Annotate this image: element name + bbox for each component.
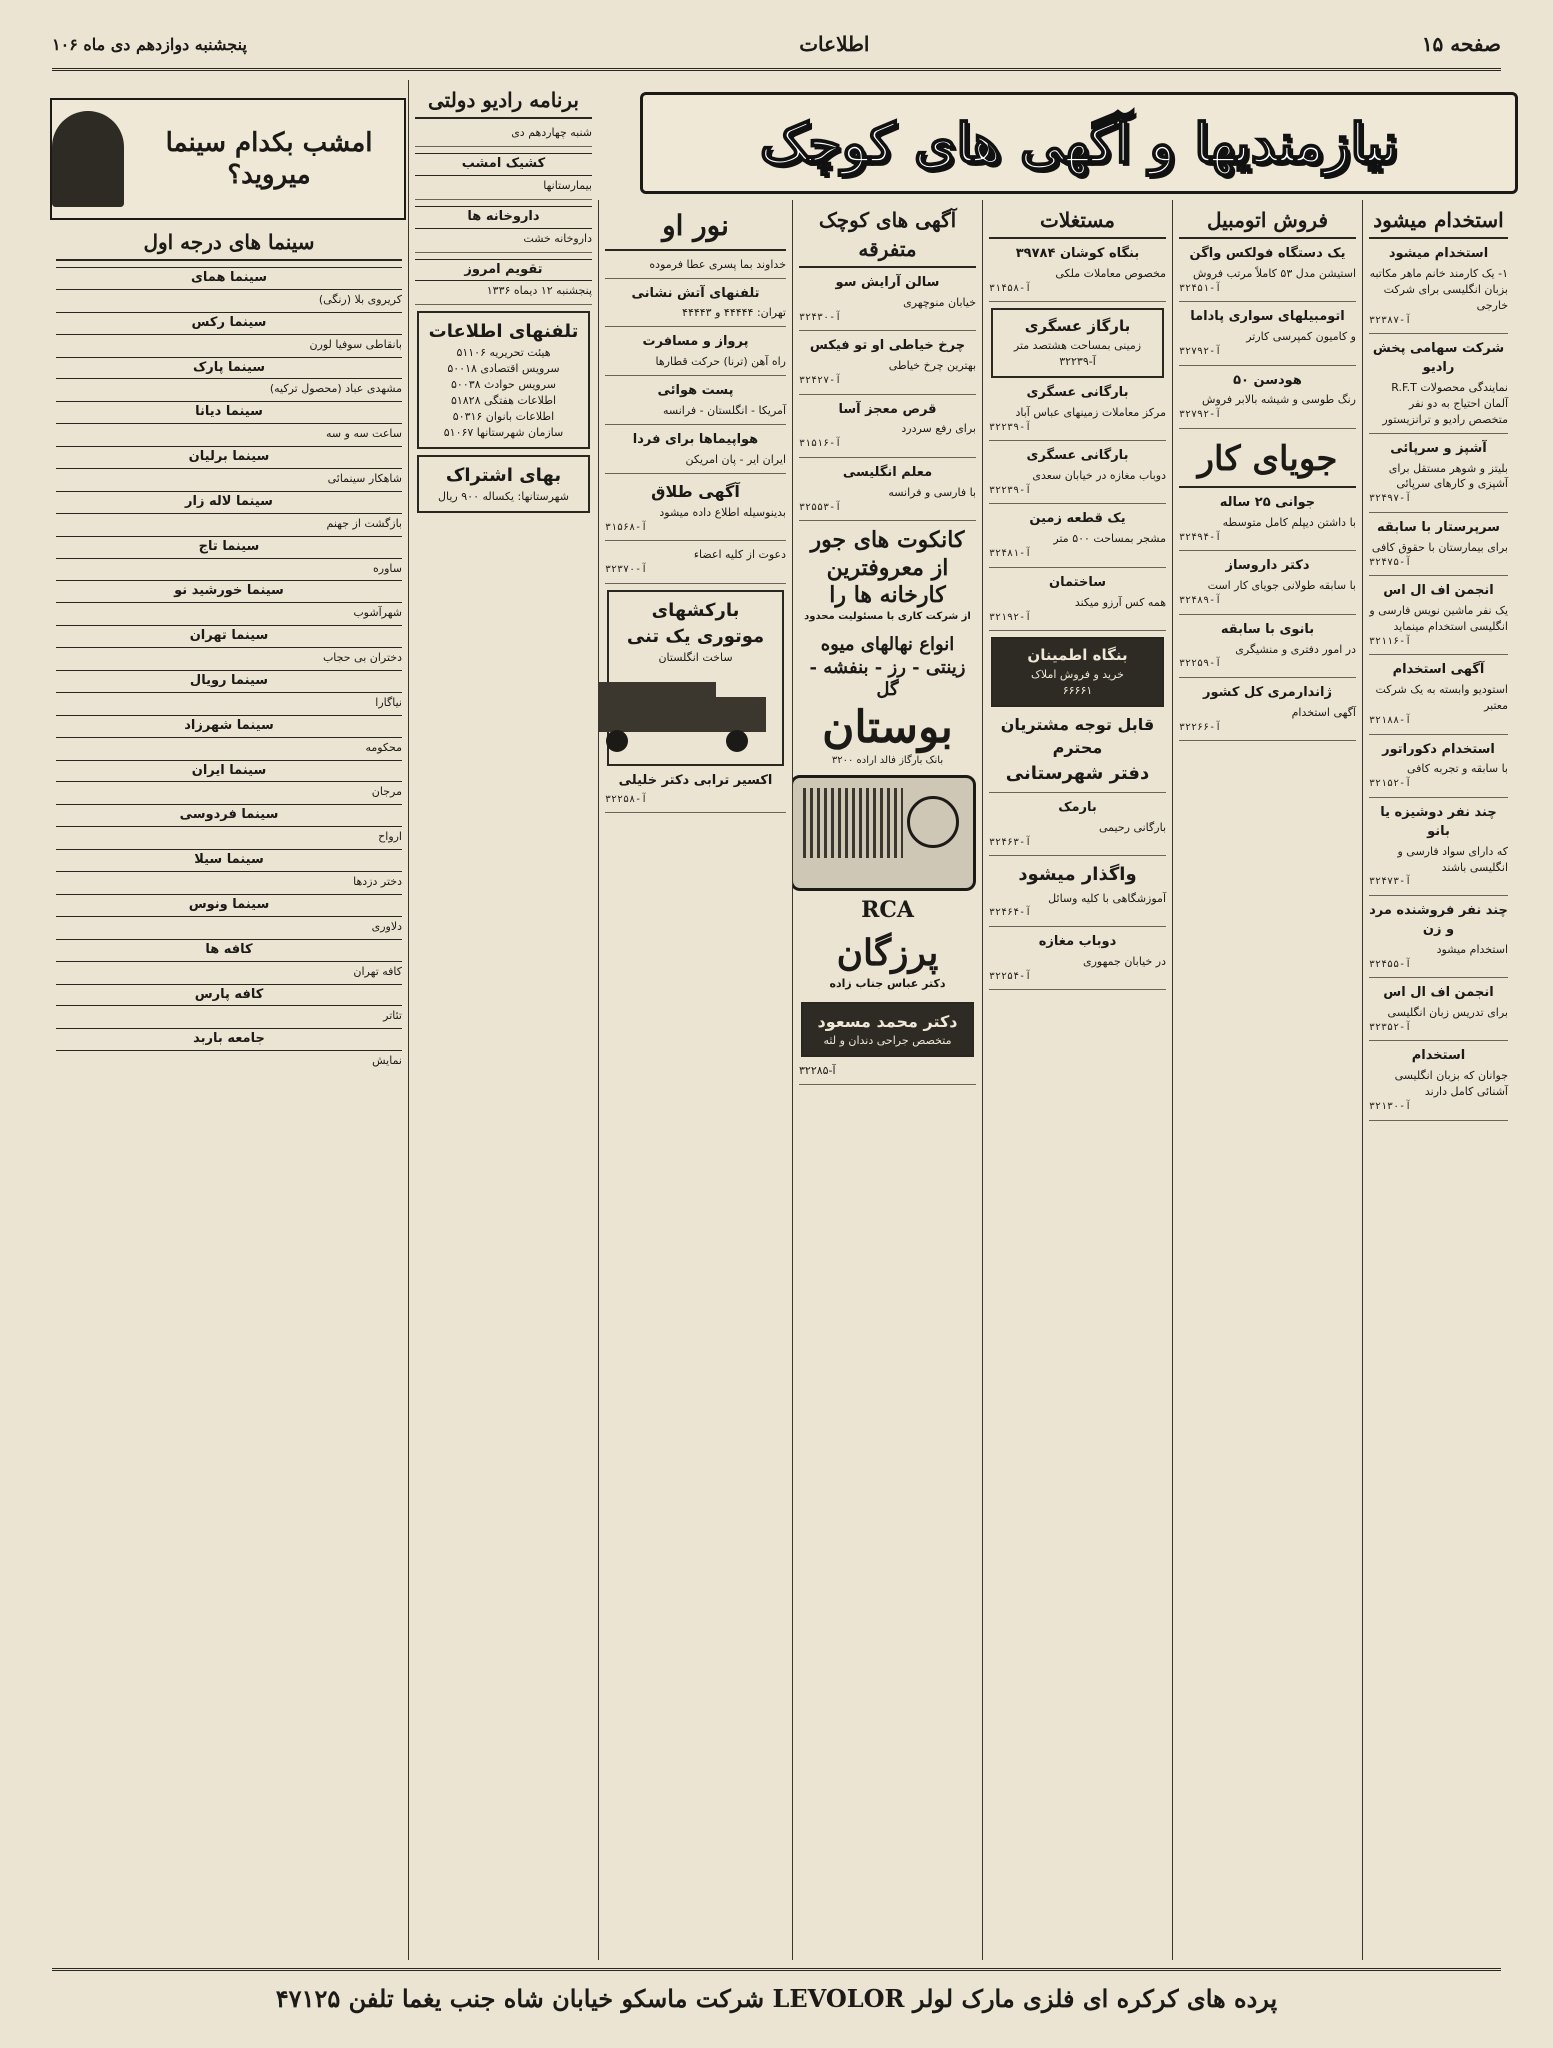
cinema-listing: دختر دزدها bbox=[353, 875, 402, 888]
column-employment bbox=[1362, 200, 1514, 1960]
cinema-listing: کریروی بلا (رنگی) bbox=[318, 292, 402, 306]
issue-date: پنجشنبه دوازدهم دی ماه ۱۰۶ bbox=[52, 34, 247, 54]
column-property bbox=[982, 200, 1172, 1960]
nursery-name: بوستان bbox=[822, 701, 953, 753]
couple-illustration bbox=[52, 111, 124, 207]
cinema-name: سینما ونوس bbox=[56, 894, 402, 917]
ad: قابل توجه مشتریان محترم دفتر شهرستانی bbox=[989, 713, 1166, 793]
section-head-cinemas: سینما های درجه اول bbox=[56, 228, 402, 261]
ad: واگذار میشود آموزشگاهی با کلیه وسائل آ-۳۲۴۶۴ bbox=[989, 862, 1166, 927]
running-header bbox=[52, 20, 1501, 71]
ad-box-dark: بنگاه اطمینان خرید و فروش املاک ۶۶۶۶۱ bbox=[991, 637, 1164, 707]
truck-ad-sub: ساخت انگلستان bbox=[658, 650, 733, 664]
ad: بنگاه کوشان ۳۹۷۸۴ مخصوص معاملات ملکی آ-۳۱۴۵۸ bbox=[989, 245, 1166, 302]
ad: جوانی ۲۵ ساله با داشتن دیپلم کامل متوسطه آ-۳۲۴۹۴ bbox=[1179, 494, 1356, 551]
cinema-name: سینما خورشید نو bbox=[56, 580, 402, 603]
cinema-listing: کافه تهران bbox=[353, 964, 402, 978]
ad: دعوت از کلیه اعضاء آ-۳۲۳۷۰ bbox=[605, 547, 786, 583]
cinema-name: سینما شهرزاد bbox=[56, 715, 402, 738]
phones-box bbox=[417, 311, 590, 449]
cinema-name: سینما رویال bbox=[56, 670, 402, 693]
section-on-duty: کشیک امشب bbox=[415, 153, 592, 176]
cinema-name: سینما تهران bbox=[56, 625, 402, 648]
radio-grill bbox=[803, 788, 903, 858]
radio-brand: RCA bbox=[861, 896, 914, 923]
phones-title: تلفنهای اطلاعات bbox=[428, 321, 579, 343]
cinema-listing: مرجان bbox=[371, 785, 402, 799]
phone-line: سرویس حوادث ۵۰۰۳۸ bbox=[450, 378, 557, 392]
ad: چند نفر دوشیزه یا بانو که دارای سواد فارسی و انگلیسی باشند آ-۳۲۴۷۳ bbox=[1369, 804, 1508, 896]
ad: قرص معجز آسا برای رفع سردرد آ-۳۱۵۱۶ bbox=[799, 401, 976, 458]
section-head-misc: آگهی های کوچک متفرقه bbox=[799, 206, 976, 268]
ad: ساختمان همه کس آرزو میکند آ-۳۲۱۹۲ bbox=[989, 574, 1166, 631]
doctor-name: دکتر محمد مسعود bbox=[817, 1011, 958, 1031]
column-misc bbox=[792, 200, 982, 1960]
bottom-banner-text: پرده های کرکره ای فلزی مارک لولر LEVOLOR شرکت ماسکو خیابان شاه جنب یغما تلفن ۴۷۱۲۵ bbox=[275, 1983, 1278, 2013]
truck-ad-title: بارکشهای موتوری یک تنی bbox=[626, 599, 765, 647]
ad: استخدام جوانان که بزبان انگلیسی آشنائی کامل دارند آ-۳۲۱۳۰ bbox=[1369, 1047, 1508, 1120]
cinema-name: سینما رکس bbox=[56, 312, 402, 335]
cinema-listing: دلاوری bbox=[371, 919, 402, 933]
ad: چرخ خیاطی او تو فیکس بهترین چرخ خیاطی آ-۳۲۴۲۷ bbox=[799, 337, 976, 394]
cinema-name: سینما تاج bbox=[56, 536, 402, 559]
column-radio bbox=[408, 80, 598, 1960]
section-head-property: مستغلات bbox=[989, 206, 1166, 239]
parzegan-title: پرزگان bbox=[836, 932, 939, 975]
page-number: صفحه ۱۵ bbox=[1421, 32, 1501, 56]
cinema-name: سینما دیانا bbox=[56, 401, 402, 424]
cinema-name: سینما فردوسی bbox=[56, 804, 402, 827]
column-cinemas bbox=[50, 222, 408, 1960]
ad: استخدام دکوراتور با سابقه و تجربه کافی آ-۳۲۱۵۲ bbox=[1369, 741, 1508, 798]
ad: بارگانی عسگری مرکز معاملات زمینهای عباس آباد آ-۳۲۲۳۹ bbox=[989, 384, 1166, 441]
ad: آشپز و سرپائی بلیتز و شوهر مستقل برای آشپزی و کارهای سرپائی آ-۳۲۴۹۷ bbox=[1369, 440, 1508, 513]
cinema-name: سینما پارک bbox=[56, 357, 402, 380]
ad: هواپیماها برای فردا ایران ایر - پان امریکن bbox=[605, 431, 786, 474]
cinema-name: سینما همای bbox=[56, 267, 402, 290]
classifieds-banner bbox=[640, 92, 1518, 194]
section-head-radio: برنامه رادیو دولتی bbox=[415, 86, 592, 119]
phone-line: اطلاعات هفتگی ۵۱۸۲۸ bbox=[450, 394, 557, 408]
cinema-listing: نمایش bbox=[372, 1054, 402, 1068]
truck-ad bbox=[607, 590, 784, 766]
cinema-name: کافه پارس bbox=[56, 984, 402, 1007]
cinema-name: جامعه باربد bbox=[56, 1028, 402, 1051]
ad: یک دستگاه فولکس واگن استیشن مدل ۵۳ کاملاً مرتب فروش آ-۳۲۴۵۱ bbox=[1179, 245, 1356, 302]
truck-illustration bbox=[598, 672, 776, 752]
cinema-listing: ساعت سه و سه bbox=[326, 427, 402, 441]
ad: پنجشنبه ۱۲ دیماه ۱۳۳۶ bbox=[415, 283, 592, 305]
cinema-promo-title: امشب بکدام سینما میروید؟ bbox=[165, 127, 373, 190]
cinema-listing: بازگشت از جهنم bbox=[326, 516, 402, 530]
ad: انجمن اف ال اس یک نفر ماشین نویس فارسی و انگلیسی استخدام مینماید آ-۳۲۱۱۶ bbox=[1369, 582, 1508, 655]
cinema-listing: بانقاطی سوفیا لورن bbox=[309, 337, 402, 351]
ad: پست هوائی آمریکا - انگلستان - فرانسه bbox=[605, 382, 786, 425]
ad: دکتر داروساز با سابقه طولانی جویای کار است آ-۳۲۴۸۹ bbox=[1179, 557, 1356, 614]
section-head-seeking-work: جویای کار bbox=[1179, 435, 1356, 488]
final-tel: آ-۳۲۲۸۵ bbox=[799, 1063, 976, 1085]
big-ad-title: کانکوت های جور از معروفترین کارخانه ها را bbox=[810, 527, 965, 609]
ad: شنبه چهاردهم دی bbox=[415, 125, 592, 147]
doctor-box bbox=[801, 1002, 974, 1057]
doctor-specialty: متخصص جراحی دندان و لثه bbox=[823, 1033, 952, 1047]
cinema-listing: شهرآشوب bbox=[353, 606, 402, 620]
ad: هودسن ۵۰ رنگ طوسی و شیشه بالابر فروش آ-۳۲۷۹۲ bbox=[1179, 372, 1356, 429]
cinema-name: سینما ایران bbox=[56, 760, 402, 783]
cinema-listing: محکومه bbox=[365, 740, 402, 754]
cinema-listing: دختران بی حجاب bbox=[322, 651, 402, 665]
cinema-name: سینما سیلا bbox=[56, 849, 402, 872]
ad: معلم انگلیسی با فارسی و فرانسه آ-۳۲۵۵۳ bbox=[799, 464, 976, 521]
ad: اکسیر ترابی دکتر خلیلی آ-۳۲۲۵۸ bbox=[605, 772, 786, 813]
ad: آگهی استخدام استودیو وابسته به یک شرکت معتبر آ-۳۲۱۸۸ bbox=[1369, 661, 1508, 734]
ad: دوباب مغازه در خیابان جمهوری آ-۳۲۲۵۴ bbox=[989, 933, 1166, 990]
section-head-nour: نور او bbox=[605, 206, 786, 251]
cinema-name: سینما لاله زار bbox=[56, 491, 402, 514]
bank-ad: بانک بارگاز فالد اراده ۳۲۰۰ bbox=[831, 755, 944, 767]
radio-illustration bbox=[792, 775, 976, 891]
cinema-name: سینما برلیان bbox=[56, 446, 402, 469]
ad: یک قطعه زمین مشجر بمساحت ۵۰۰ متر آ-۳۲۴۸۱ bbox=[989, 510, 1166, 567]
ad: بانوی با سابقه در امور دفتری و منشیگری آ-۳۲۲۵۹ bbox=[1179, 621, 1356, 678]
cinema-listing: مشهدی عباد (محصول ترکیه) bbox=[269, 382, 402, 396]
cinema-promo-box bbox=[50, 98, 406, 220]
ad: پرواز و مسافرت راه آهن (ترنا) حرکت قطارها bbox=[605, 333, 786, 376]
banner-title: نیازمندیها و آگهی های کوچک bbox=[759, 111, 1399, 175]
bottom-banner-ad bbox=[52, 1968, 1501, 2025]
parzegan-doctor: دکتر عباس جناب زاده bbox=[829, 976, 946, 990]
ad: انجمن اف ال اس برای تدریس زبان انگلیسی آ-۳۲۳۵۲ bbox=[1369, 984, 1508, 1041]
ad: سرپرستار با سابقه برای بیمارستان با حقوق کافی آ-۳۲۴۷۵ bbox=[1369, 519, 1508, 576]
phone-line: اطلاعات بانوان ۵۰۳۱۶ bbox=[452, 410, 555, 424]
ad: تلفنهای آتش نشانی تهران: ۴۴۴۴۴ و ۴۴۴۴۳ bbox=[605, 285, 786, 328]
section-head-cars: فروش اتومبیل bbox=[1179, 206, 1356, 239]
ad: سالن آرایش سو خیابان منوچهری آ-۳۲۴۳۰ bbox=[799, 274, 976, 331]
section-calendar: تقویم امروز bbox=[415, 259, 592, 282]
cinema-listing: ساوره bbox=[373, 561, 402, 575]
cinema-name: کافه ها bbox=[56, 939, 402, 962]
subscription-rate: شهرستانها: یکساله ۹۰۰ ریال bbox=[438, 490, 569, 504]
nursery-ad-title: انواع نهالهای میوه زینتی - رز - بنفشه - گل bbox=[809, 634, 966, 701]
ad: بارگانی عسگری دوباب مغازه در خیابان سعدی آ-۳۲۲۳۹ bbox=[989, 447, 1166, 504]
phone-line: سرویس اقتصادی ۵۰۰۱۸ bbox=[447, 362, 560, 376]
ad: ژاندارمری کل کشور آگهی استخدام آ-۳۲۲۶۶ bbox=[1179, 684, 1356, 741]
column-travel bbox=[598, 200, 792, 1960]
ad: شرکت سهامی پخش رادیو نمایندگی محصولات R.F.T آلمان احتیاج به دو نفر متخصص رادیو و ترانزیستور bbox=[1369, 340, 1508, 434]
cinema-listing: شاهکار سینمائی bbox=[327, 471, 402, 485]
cinema-listing: تئاتر bbox=[383, 1009, 402, 1023]
section-pharmacies: داروخانه ها bbox=[415, 206, 592, 229]
subscription-box bbox=[417, 455, 590, 513]
ad: اتومبیلهای سواری پاداما و کامیون کمپرسی کارتر آ-۳۲۷۹۲ bbox=[1179, 308, 1356, 365]
cinema-listing: نیاگارا bbox=[375, 695, 402, 709]
big-ad-sub: از شرکت کاری با مسئولیت محدود bbox=[804, 610, 971, 622]
ad: بیمارستانها bbox=[415, 178, 592, 200]
ad: داروخانه خشت bbox=[415, 231, 592, 253]
ad: بارمک بارگانی رحیمی آ-۳۲۴۶۳ bbox=[989, 799, 1166, 856]
ad: چند نفر فروشنده مرد و زن استخدام میشود آ-۳۲۴۵۵ bbox=[1369, 902, 1508, 978]
subscription-title: بهای اشتراک bbox=[445, 465, 562, 486]
phone-line: سازمان شهرستانها ۵۱۰۶۷ bbox=[443, 426, 564, 440]
phone-line: هیئت تحریریه ۵۱۱۰۶ bbox=[456, 346, 551, 360]
ad: خداوند بما پسری عطا فرموده bbox=[605, 257, 786, 279]
cinema-listing: ارواح bbox=[378, 830, 402, 844]
employment-ads bbox=[1369, 245, 1508, 1121]
ad-box: بارگاز عسگری زمینی بمساحت هشتصد متر آ-۳۲۲۳۹ bbox=[991, 308, 1164, 378]
radio-dial bbox=[907, 796, 959, 848]
section-head-employment: استخدام میشود bbox=[1369, 206, 1508, 239]
ad: استخدام میشود ۱- یک کارمند خانم ماهر مکاتبه بزبان انگلیسی برای شرکت خارجی آ-۳۲۳۸۷ bbox=[1369, 245, 1508, 334]
paper-name: اطلاعات bbox=[799, 32, 870, 56]
column-cars bbox=[1172, 200, 1362, 1960]
ad: آگهی طلاق بدینوسیله اطلاع داده میشود آ-۳۱۵۶۸ bbox=[605, 480, 786, 542]
